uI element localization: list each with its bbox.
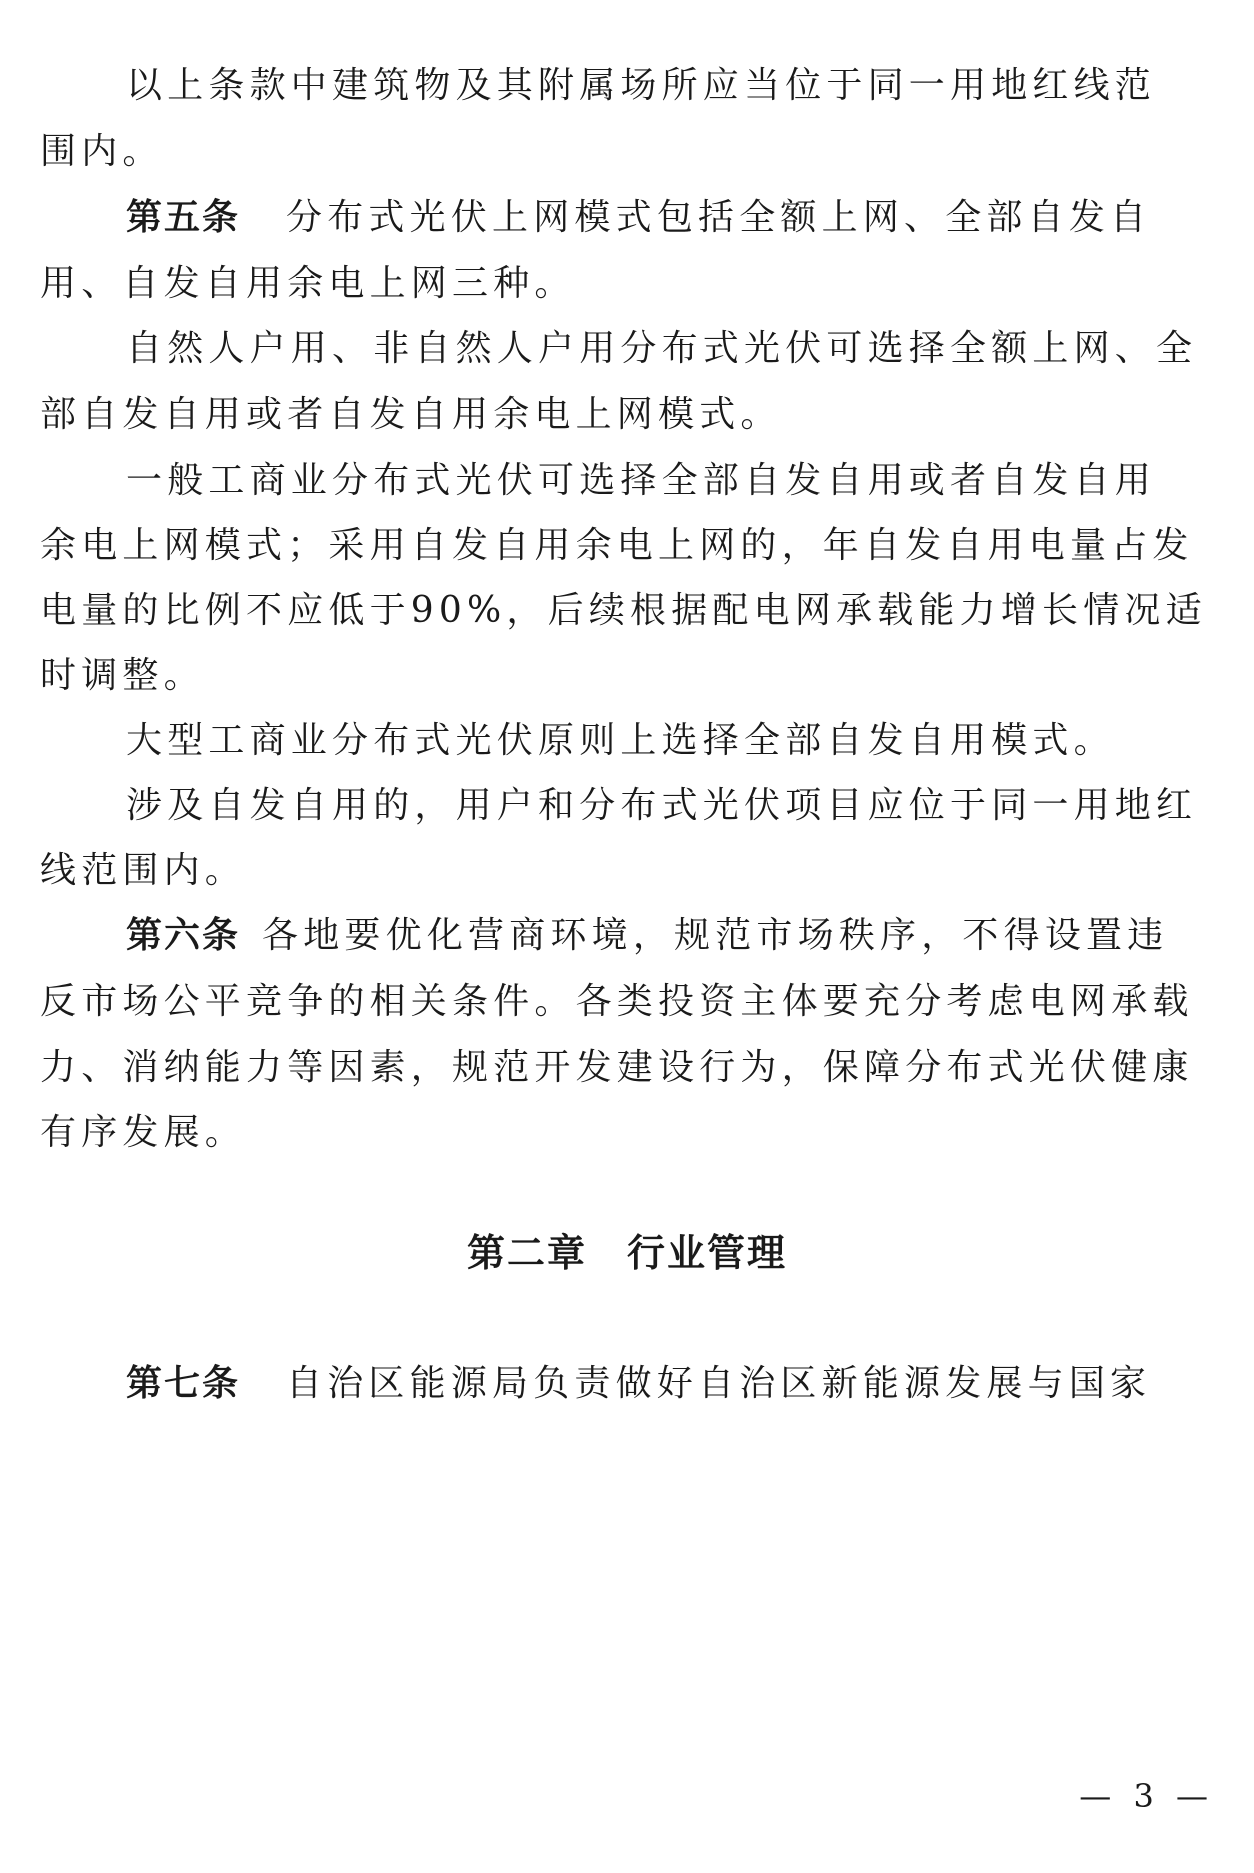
article-6-line (126, 914, 1220, 958)
chapter-number: 第二章 (466, 1231, 587, 1275)
paragraph-line: 大型工商业分布式光伏原则上选择全部自发自用模式。 (126, 720, 1115, 761)
paragraph-line: 电量的比例不应低于90%，后续根据配电网承载能力增长情况适 (40, 590, 1207, 631)
article-5-line (126, 196, 1220, 240)
paragraph-line: 反市场公平竞争的相关条件。各类投资主体要充分考虑电网承载 (40, 981, 1194, 1022)
paragraph-line: 部自发自用或者自发自用余电上网模式。 (40, 394, 782, 435)
chapter-title: 行业管理 (627, 1231, 788, 1275)
page-number: — 3 — (1079, 1777, 1214, 1815)
paragraph-line: 线范围内。 (40, 850, 247, 891)
article-5-label: 第五条 (126, 197, 241, 238)
paragraph-text: 自治区能源局负责做好自治区新能源发展与国家 (286, 1363, 1152, 1404)
paragraph-line: 力、消纳能力等因素，规范开发建设行为，保障分布式光伏健康 (40, 1047, 1194, 1088)
paragraph-line: 余电上网模式；采用自发自用余电上网的，年自发自用电量占发 (40, 525, 1194, 566)
paragraph-line: 自然人户用、非自然人户用分布式光伏可选择全额上网、全 (126, 328, 1198, 369)
paragraph-line: 用、自发自用余电上网三种。 (40, 263, 576, 304)
article-7-label: 第七条 (126, 1363, 241, 1404)
chapter-heading (0, 1230, 1254, 1276)
article-7-line (126, 1362, 1220, 1406)
paragraph-line: 涉及自发自用的，用户和分布式光伏项目应位于同一用地红 (126, 785, 1198, 826)
paragraph-line: 一般工商业分布式光伏可选择全部自发自用或者自发自用 (126, 460, 1157, 501)
paragraph-line: 有序发展。 (40, 1112, 247, 1153)
paragraph-line: 时调整。 (40, 655, 205, 696)
paragraph-text: 分布式光伏上网模式包括全额上网、全部自发自 (286, 197, 1152, 238)
paragraph-text: 各地要优化营商环境，规范市场秩序，不得设置违 (262, 915, 1169, 956)
paragraph-line: 以上条款中建筑物及其附属场所应当位于同一用地红线范 (126, 65, 1157, 106)
paragraph-line: 围内。 (40, 131, 164, 172)
article-6-label: 第六条 (126, 915, 241, 956)
